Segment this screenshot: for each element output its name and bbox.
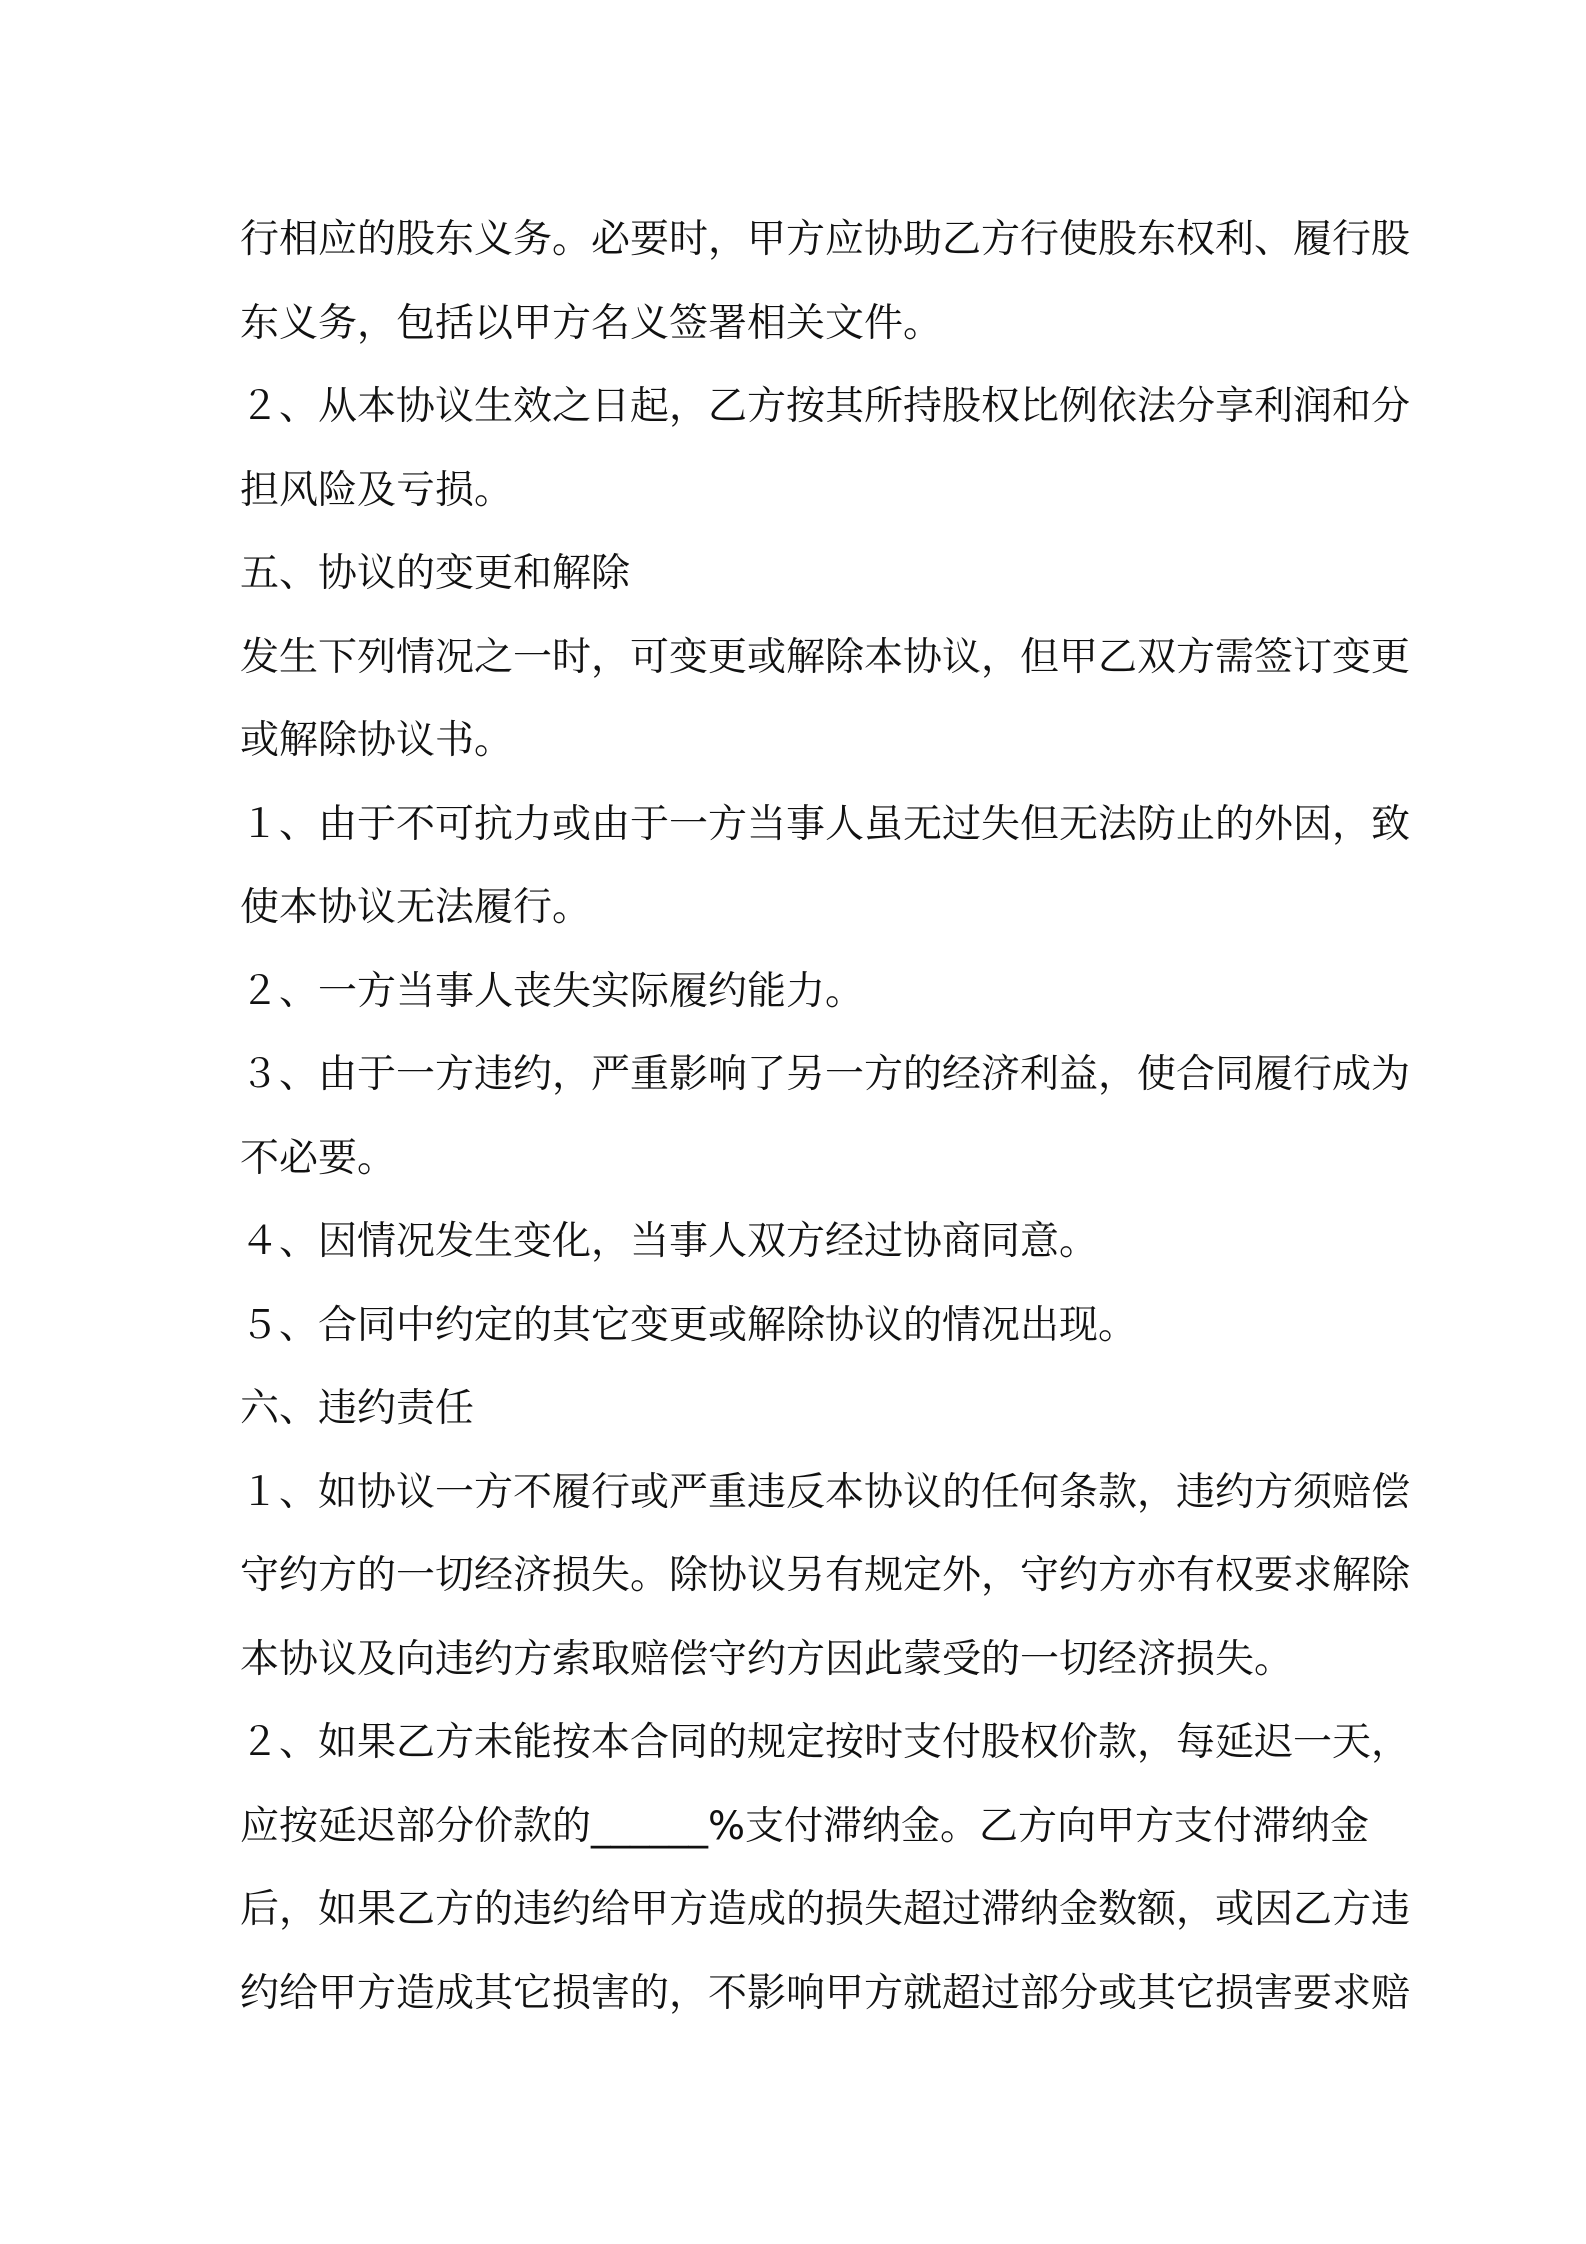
text-line: 不必要。 (240, 1135, 397, 1181)
text-line: 担风险及亏损。 (240, 467, 514, 513)
text-line: １、由于不可抗力或由于一方当事人虽无过失但无法防止的外因，致 (240, 801, 1411, 847)
text-line: ２、从本协议生效之日起，乙方按其所持股权比例依法分享利润和分 (240, 384, 1411, 429)
text-line: ４、因情况发生变化，当事人双方经过协商同意。 (240, 1219, 1099, 1264)
text-line: １、如协议一方不履行或严重违反本协议的任何条款，违约方须赔偿 (240, 1469, 1411, 1515)
text-line: 使本协议无法履行。 (240, 885, 592, 930)
text-line: 约给甲方造成其它损害的，不影响甲方就超过部分或其它损害要求赔 (240, 1970, 1411, 2016)
text-line: 本协议及向违约方索取赔偿守约方因此蒙受的一切经济损失。 (240, 1636, 1294, 1682)
document-body (240, 198, 1411, 2035)
section-heading: 五、协议的变更和解除 (240, 551, 631, 596)
text-line: ２、如果乙方未能按本合同的规定按时支付股权价款，每延迟一天， (240, 1720, 1411, 1765)
text-line: ２、一方当事人丧失实际履约能力。 (240, 968, 865, 1014)
text-line: ３、由于一方违约，严重影响了另一方的经济利益，使合同履行成为 (240, 1052, 1411, 1097)
text-line: 后，如果乙方的违约给甲方造成的损失超过滞纳金数额，或因乙方违 (240, 1887, 1411, 1932)
text-line: 应按延迟部分价款的______%支付滞纳金。乙方向甲方支付滞纳金 (240, 1803, 1370, 1849)
text-line: ５、合同中约定的其它变更或解除协议的情况出现。 (240, 1302, 1138, 1348)
text-line: 或解除协议书。 (240, 718, 514, 763)
text-line: 东义务，包括以甲方名义签署相关文件。 (240, 300, 943, 346)
text-line: 发生下列情况之一时，可变更或解除本协议，但甲乙双方需签订变更 (240, 634, 1411, 680)
section-heading: 六、违约责任 (240, 1386, 475, 1431)
text-line: 行相应的股东义务。必要时，甲方应协助乙方行使股东权利、履行股 (240, 217, 1411, 262)
text-line: 守约方的一切经济损失。除协议另有规定外，守约方亦有权要求解除 (240, 1553, 1411, 1598)
